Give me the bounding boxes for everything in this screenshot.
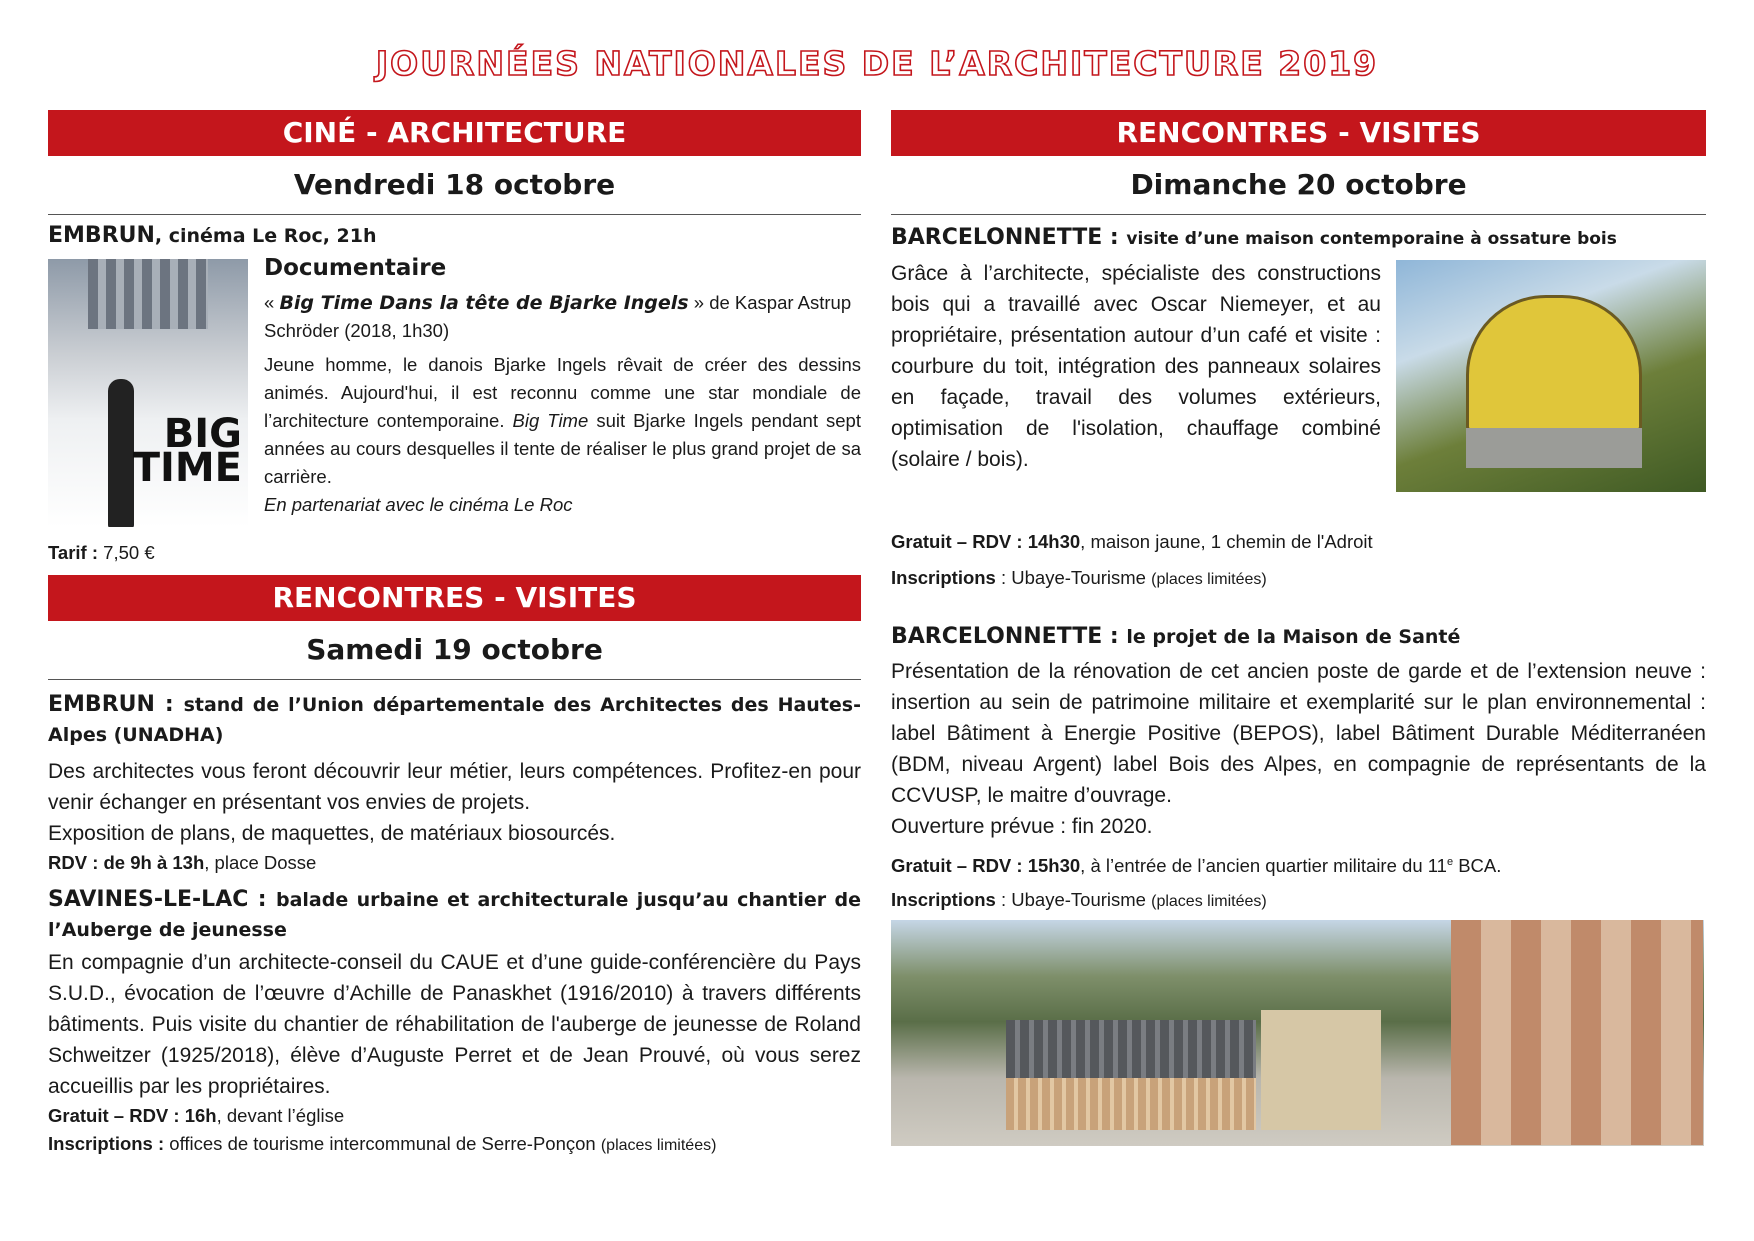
film-genre: Documentaire — [264, 255, 447, 281]
poster-figure — [108, 379, 134, 527]
dimanche-date: Dimanche 20 octobre — [891, 156, 1706, 215]
dimanche-event2-desc2: Ouverture prévue : fin 2020. — [891, 815, 1153, 838]
dimanche-event2-desc: Présentation de la rénovation de cet ancien poste de garde et de l’extension neuve : insertion au sein de patrimoine militaire et exemplarité sur le plan environnemental : label Bâtiment à Energie Positive (BEPOS), label Bâtiment Durable Méditerranéen (BDM, niveau Argent) label Bois des Alpes, en compagnie de représentants de la CCVUSP, le maitre d’ouvrage. — [891, 660, 1706, 807]
samedi-date: Samedi 19 octobre — [48, 621, 861, 680]
film-text — [264, 251, 861, 519]
samedi-event2-inscriptions: Inscriptions : offices de tourisme intercommunal de Serre-Ponçon (places limitées) — [48, 1133, 717, 1154]
film-credits: de Kaspar Astrup Schröder (2018, 1h30) — [264, 292, 852, 341]
dimanche-event2-rdv: Gratuit – RDV : 15h30, à l’entrée de l’ancien quartier militaire du 11e BCA. — [891, 855, 1502, 877]
film-block — [48, 251, 861, 551]
maison-sante-photo — [891, 920, 1704, 1146]
film-tarif: Tarif : 7,50 € — [48, 542, 155, 563]
building-guard-post — [1261, 1010, 1381, 1130]
yellow-house-photo — [1396, 260, 1706, 492]
page-title: JOURNÉES NATIONALES DE L’ARCHITECTURE 2019 — [375, 44, 1379, 83]
samedi-event2-heading: SAVINES-LE-LAC : balade urbaine et architecturale jusqu’au chantier de l’Auberge de jeunesse — [48, 887, 861, 941]
samedi-event2-desc: En compagnie d’un architecte-conseil du CAUE et d’une guide-conférencière du Pays S.U.D., évocation de l’œuvre d’Achille de Panaskhet (1916/2010) à travers différents bâtiments. Puis visite du chantier de réhabilitation de l'auberge de jeunesse de Roland Schweitzer (1925/2018), élève d’Auguste Perret et de Jean Prouvé, où vous serez accueillis par les propriétaires. — [48, 951, 861, 1098]
dimanche-banner: RENCONTRES - VISITES — [891, 110, 1706, 156]
dimanche-event1-heading: BARCELONNETTE : visite d’une maison contemporaine à ossature bois — [891, 225, 1617, 250]
cine-place-detail: , cinéma Le Roc, 21h — [154, 225, 377, 247]
dimanche-event1-desc: Grâce à l’architecte, spécialiste des constructions bois qui a travaillé avec Oscar Niemeyer, et au propriétaire, présentation autour d’un café et visite : courbure du toit, intégration des panneaux solaires en façade, travail des volumes extérieurs, optimisation de l'isolation, chauffage combiné (solaire / bois). — [891, 262, 1381, 471]
film-description: Jeune homme, le danois Bjarke Ingels rêvait de créer des dessins animés. Aujourd'hui, il est reconnu comme une star mondiale de l’architecture contemporaine. Big Time suit Bjarke Ingels pendant sept années au cours desquelles il tente de réaliser le plus grand projet de sa carrière. — [264, 354, 861, 487]
film-title-line: « Big Time Dans la tête de Bjarke Ingels » de Kaspar Astrup Schröder (2018, 1h30) — [264, 292, 852, 341]
poster-title: BIG TIME — [132, 411, 242, 491]
film-poster-image — [48, 259, 248, 527]
dimanche-event1-body — [891, 258, 1706, 508]
left-column — [48, 110, 861, 1160]
cine-banner: CINÉ - ARCHITECTURE — [48, 110, 861, 156]
samedi-event1-desc: Des architectes vous feront découvrir leur métier, leurs compétences. Profitez-en pour venir échanger en présentant vos envies de projets. — [48, 760, 861, 814]
poster-buildings — [88, 259, 208, 329]
dimanche-event1-rdv: Gratuit – RDV : 14h30, maison jaune, 1 chemin de l'Adroit — [891, 531, 1373, 552]
samedi-event2-rdv: Gratuit – RDV : 16h, devant l’église — [48, 1105, 345, 1126]
samedi-event1-rdv: RDV : de 9h à 13h, place Dosse — [48, 852, 317, 873]
cine-location — [48, 221, 861, 251]
right-column — [891, 110, 1706, 1146]
building-barracks — [1451, 920, 1703, 1145]
building-wood-facade — [1006, 1078, 1256, 1130]
film-partner: En partenariat avec le cinéma Le Roc — [264, 494, 573, 515]
dimanche-event2-inscriptions: Inscriptions : Ubaye-Tourisme (places limitées) — [891, 889, 1267, 911]
cine-place: EMBRUN — [48, 223, 155, 248]
cine-date: Vendredi 18 octobre — [48, 156, 861, 215]
samedi-event1-desc2: Exposition de plans, de maquettes, de matériaux biosourcés. — [48, 822, 616, 845]
dimanche-event2-heading: BARCELONNETTE : le projet de la Maison de Santé — [891, 624, 1461, 649]
house-base — [1466, 428, 1642, 468]
house-shape — [1466, 295, 1642, 431]
film-title: Big Time Dans la tête de Bjarke Ingels — [279, 292, 689, 314]
samedi-event1-heading: EMBRUN : stand de l’Union départementale des Architectes des Hautes-Alpes (UNADHA) — [48, 692, 861, 746]
samedi-banner: RENCONTRES - VISITES — [48, 575, 861, 621]
dimanche-event1-inscriptions: Inscriptions : Ubaye-Tourisme (places limitées) — [891, 567, 1267, 588]
